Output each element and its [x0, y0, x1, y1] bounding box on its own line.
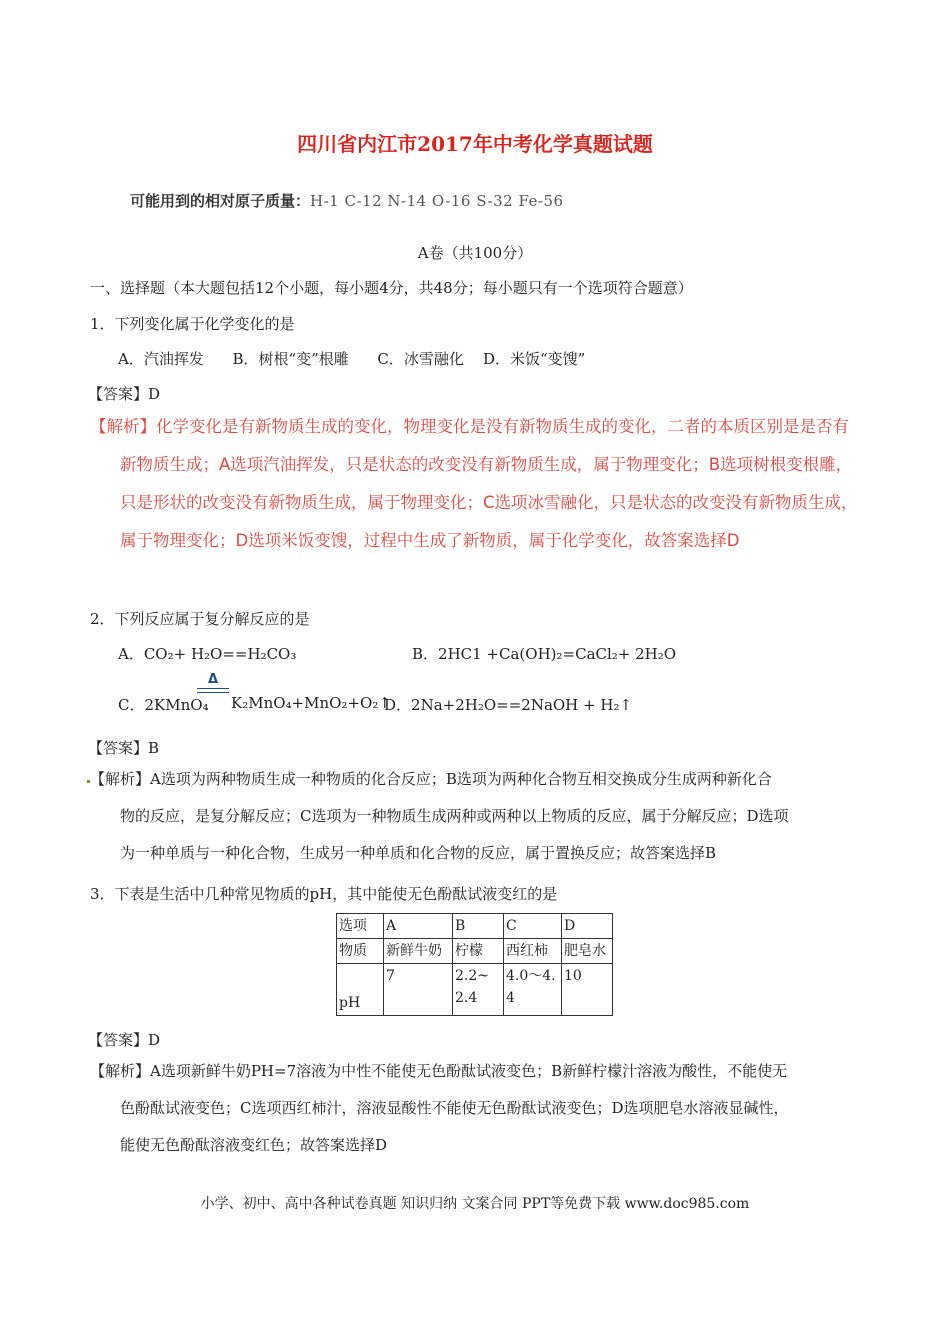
atomic-masses-label: 可能用到的相对原子质量：	[130, 192, 311, 210]
delta-icon: Δ	[207, 672, 219, 687]
table-cell: 柠檬	[453, 939, 504, 964]
equals-sign	[197, 688, 229, 693]
q2-option-b: B．2HC1 +Ca(OH)₂=CaCl₂+ 2H₂O	[412, 645, 677, 663]
q2-answer: 【答案】B	[88, 739, 160, 757]
section-a-heading: A卷（共100分）	[417, 244, 533, 262]
q3-analysis-line: 能使无色酚酞溶液变红色；故答案选择D	[120, 1136, 388, 1154]
q1-analysis-line: 属于物理变化；D选项米饭变馊，过程中生成了新物质，属于化学变化，故答案选择D	[120, 531, 740, 550]
table-cell: 选项	[337, 914, 384, 939]
q1-answer: 【答案】D	[88, 385, 161, 403]
table-cell: 4.0～4.4	[504, 964, 562, 1016]
q2-analysis	[90, 761, 880, 872]
table-cell: D	[562, 914, 613, 939]
table-cell: A	[384, 914, 453, 939]
atomic-masses-values: H-1 C-12 N-14 O-16 S-32 Fe-56	[310, 192, 564, 210]
q3-stem: 3．下表是生活中几种常见物质的pH，其中能使无色酚酞试液变红的是	[90, 885, 558, 903]
table-cell: pH	[337, 964, 384, 1016]
table-row	[337, 964, 613, 1016]
table-cell: 西红柿	[504, 939, 562, 964]
page-title: 四川省内江市2017年中考化学真题试题	[297, 132, 653, 156]
ph-table	[336, 913, 613, 1016]
q1-stem: 1．下列变化属于化学变化的是	[90, 315, 295, 333]
q2-option-c-left: C．2KMnO₄	[118, 696, 209, 714]
q1-options: A．汽油挥发 B．树根“变”根雕 C．冰雪融化 D．米饭“变馊”	[118, 350, 586, 368]
q3-analysis	[90, 1053, 880, 1164]
q2-option-c-right: K₂MnO₄+MnO₂+O₂↑	[231, 694, 391, 712]
table-cell: C	[504, 914, 562, 939]
table-cell: 10	[562, 964, 613, 1016]
q2-analysis-line: 为一种单质与一种化合物，生成另一种单质和化合物的反应，属于置换反应；故答案选择B	[120, 844, 717, 862]
table-row	[337, 939, 613, 964]
q2-option-d: D．2Na+2H₂O==2NaOH + H₂↑	[384, 696, 633, 714]
q3-analysis-line: 色酚酞试液变色；C选项西红柿汁，溶液显酸性不能使无色酚酞试液变色；D选项肥皂水溶液显碱性，	[120, 1099, 789, 1117]
q1-analysis-line: 新物质生成；A选项汽油挥发，只是状态的改变没有新物质生成，属于物理变化；B选项树根变根雕，	[120, 455, 853, 474]
q2-option-a: A．CO₂+ H₂O==H₂CO₃	[118, 645, 297, 663]
table-cell: 物质	[337, 939, 384, 964]
table-cell: B	[453, 914, 504, 939]
heat-symbol	[197, 674, 229, 693]
footer-text: 小学、初中、高中各种试卷真题 知识归纳 文案合同 PPT等免费下载 www.doc985.com	[200, 1196, 750, 1212]
q3-answer: 【答案】D	[88, 1031, 161, 1049]
table-cell: 2.2~2.4	[453, 964, 504, 1016]
table-cell: 7	[384, 964, 453, 1016]
q1-analysis-line: 只是形状的改变没有新物质生成，属于物理变化；C选项冰雪融化，只是状态的改变没有新物质生成，	[120, 493, 858, 512]
part-one-heading: 一、选择题（本大题包括12个小题，每小题4分，共48分；每小题只有一个选项符合题意）	[90, 279, 693, 297]
q2-stem: 2．下列反应属于复分解反应的是	[90, 610, 310, 628]
q1-analysis	[90, 408, 870, 560]
table-cell: 肥皂水	[562, 939, 613, 964]
q2-analysis-line: 【解析】A选项为两种物质生成一种物质的化合反应；B选项为两种化合物互相交换成分生成两种新化合	[90, 770, 772, 788]
table-cell: 新鲜牛奶	[384, 939, 453, 964]
table-row	[337, 914, 613, 939]
q2-analysis-line: 物的反应，是复分解反应；C选项为一种物质生成两种或两种以上物质的反应，属于分解反应；D选项	[120, 807, 789, 825]
atomic-masses	[130, 190, 564, 211]
q1-analysis-line: 【解析】化学变化是有新物质生成的变化，物理变化是没有新物质生成的变化，二者的本质区别是是否有	[90, 417, 849, 436]
q3-analysis-line: 【解析】A选项新鲜牛奶PH=7溶液为中性不能使无色酚酞试液变色；B新鲜柠檬汁溶液为酸性，不能使无	[90, 1062, 788, 1080]
